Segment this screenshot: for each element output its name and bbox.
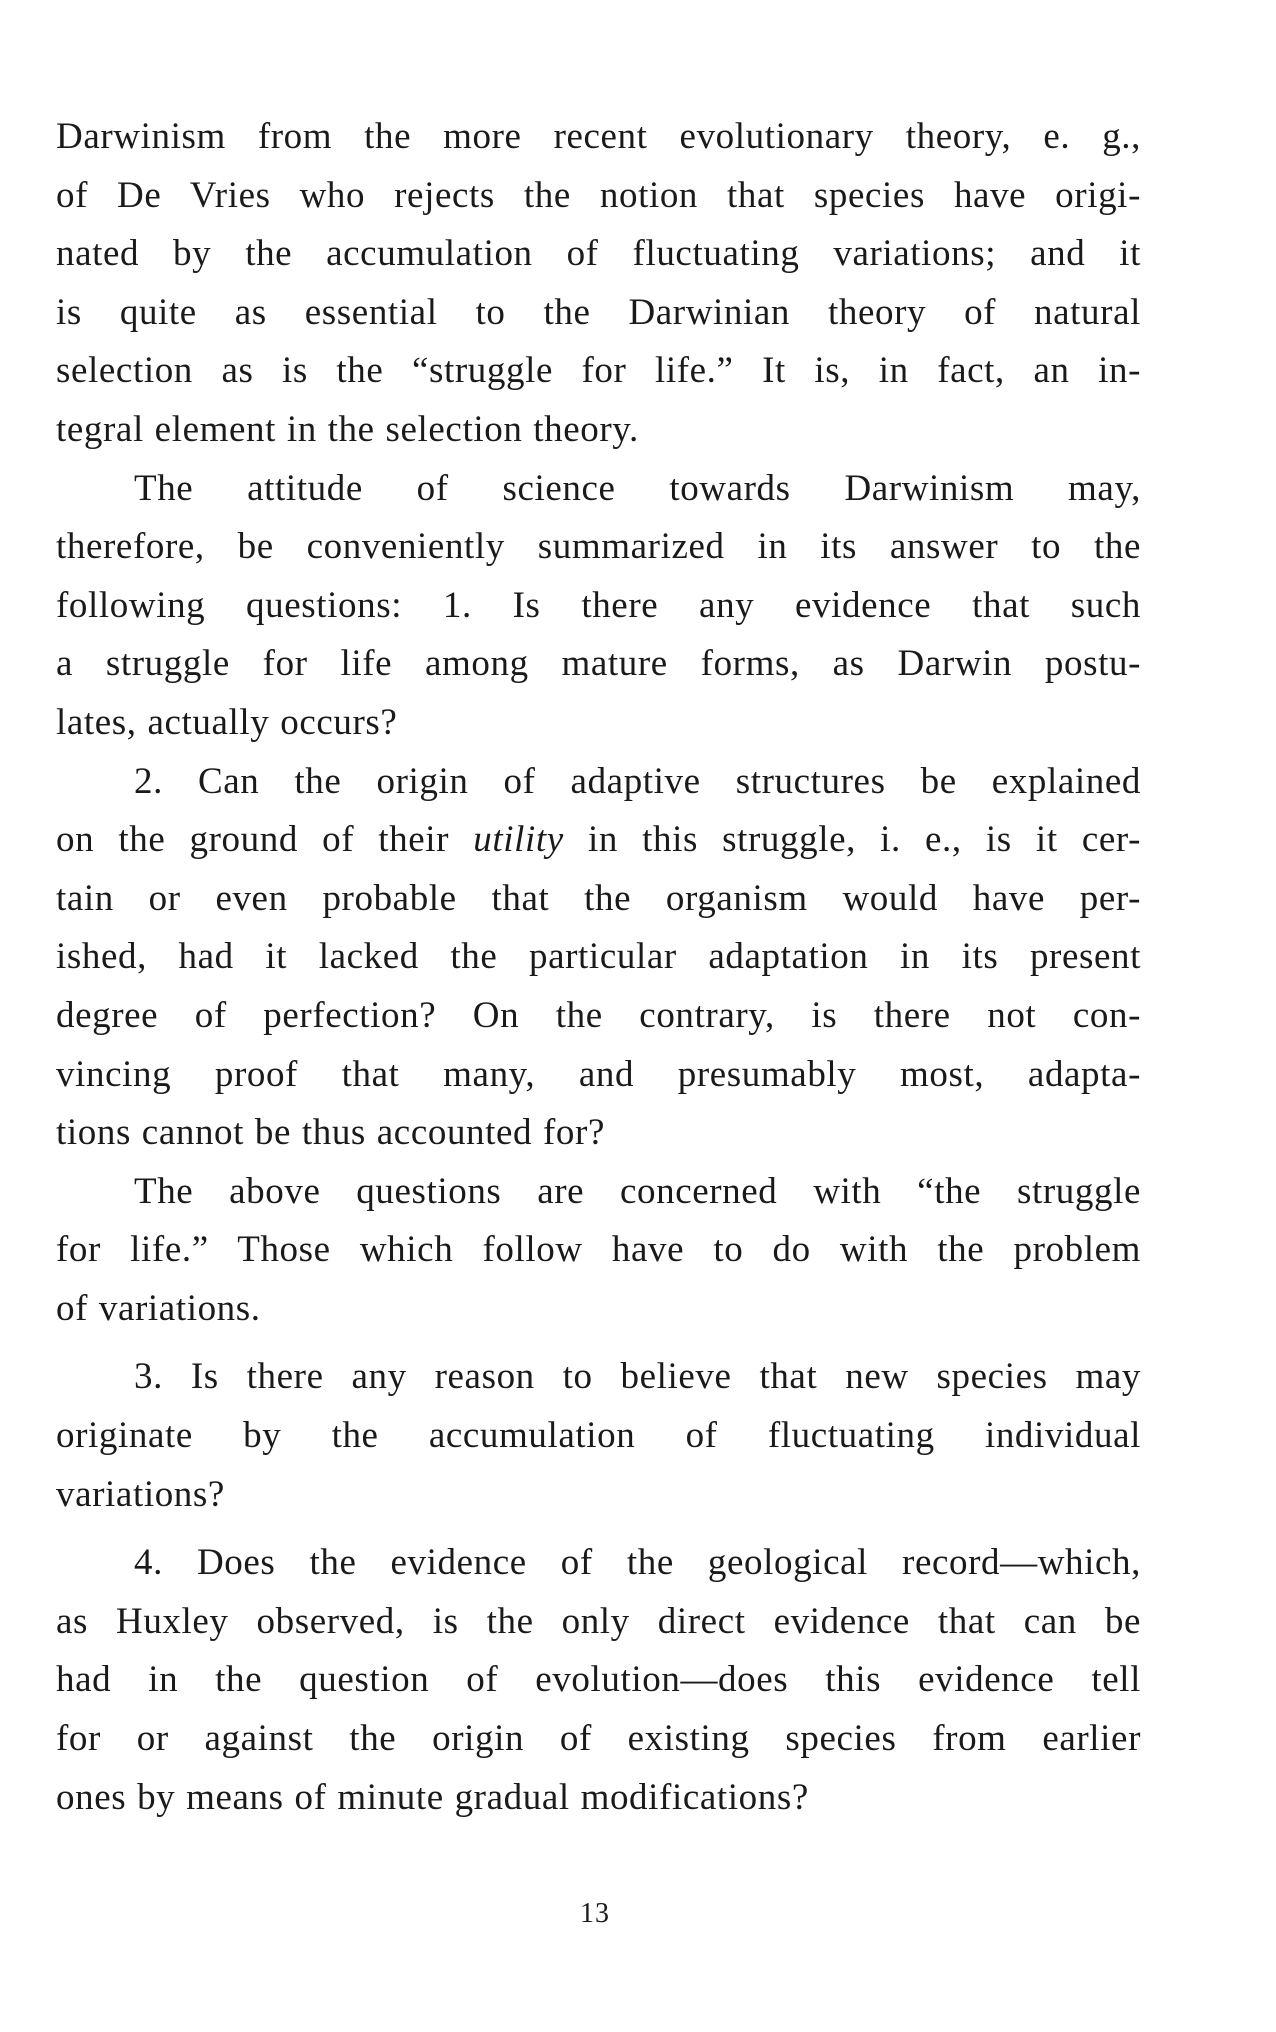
text-segment: on the ground of their: [56, 819, 450, 861]
text-line-with-italic: [56, 811, 1141, 870]
page-number: 13: [580, 1898, 610, 1929]
text-line: of variations.: [56, 1287, 261, 1329]
paragraph-above-questions: [56, 1163, 1141, 1339]
text-line: therefore, be conveniently summarized in its answer to the: [56, 526, 1141, 568]
paragraph-question-4: [56, 1534, 1141, 1827]
text-line: lates, actually occurs?: [56, 701, 398, 743]
paragraph-question-2: [56, 753, 1141, 1163]
text-line: ones by means of minute gradual modifications?: [56, 1776, 809, 1818]
text-line: nated by the accumulation of fluctuating variations; and it: [56, 233, 1141, 275]
paragraph-continuation: [56, 108, 1141, 460]
text-line: tegral element in the selection theory.: [56, 408, 639, 450]
text-line: The attitude of science towards Darwinism may,: [134, 467, 1141, 509]
text-line: for or against the origin of existing species from earlier: [56, 1718, 1141, 1760]
text-line: 2. Can the origin of adaptive structures be explained: [134, 760, 1141, 802]
text-line: had in the question of evolution—does this evidence tell: [56, 1659, 1141, 1701]
page-body-text: [56, 108, 1141, 1827]
text-line: as Huxley observed, is the only direct evidence that can be: [56, 1600, 1141, 1642]
text-line: tions cannot be thus accounted for?: [56, 1112, 605, 1154]
italic-word-utility: utility: [473, 819, 564, 861]
paragraph-attitude-of-science: [56, 460, 1141, 753]
text-line: of De Vries who rejects the notion that species have origi-: [56, 174, 1141, 216]
text-segment: in this struggle, i. e., is it cer-: [587, 819, 1141, 861]
text-line: Darwinism from the more recent evolutionary theory, e. g.,: [56, 116, 1141, 157]
paragraph-question-3: [56, 1348, 1141, 1524]
text-line: originate by the accumulation of fluctuating individual: [56, 1415, 1141, 1457]
text-line: selection as is the “struggle for life.” It is, in fact, an in-: [56, 350, 1141, 392]
text-line: 4. Does the evidence of the geological record—which,: [134, 1542, 1141, 1584]
text-line: variations?: [56, 1473, 225, 1515]
text-line: following questions: 1. Is there any evidence that such: [56, 584, 1141, 626]
text-line: degree of perfection? On the contrary, is there not con-: [56, 994, 1141, 1036]
text-line: tain or even probable that the organism would have per-: [56, 877, 1141, 919]
paragraph-gap: [56, 1524, 1141, 1534]
text-line: 3. Is there any reason to believe that new species may: [134, 1356, 1141, 1398]
text-line: is quite as essential to the Darwinian theory of natural: [56, 291, 1141, 333]
text-line: The above questions are concerned with “the struggle: [134, 1170, 1141, 1212]
text-line: a struggle for life among mature forms, as Darwin postu-: [56, 643, 1141, 685]
text-line: ished, had it lacked the particular adaptation in its present: [56, 936, 1141, 978]
text-line: for life.” Those which follow have to do with the problem: [56, 1229, 1141, 1271]
text-line: vincing proof that many, and presumably most, adapta-: [56, 1053, 1141, 1095]
paragraph-gap: [56, 1338, 1141, 1348]
